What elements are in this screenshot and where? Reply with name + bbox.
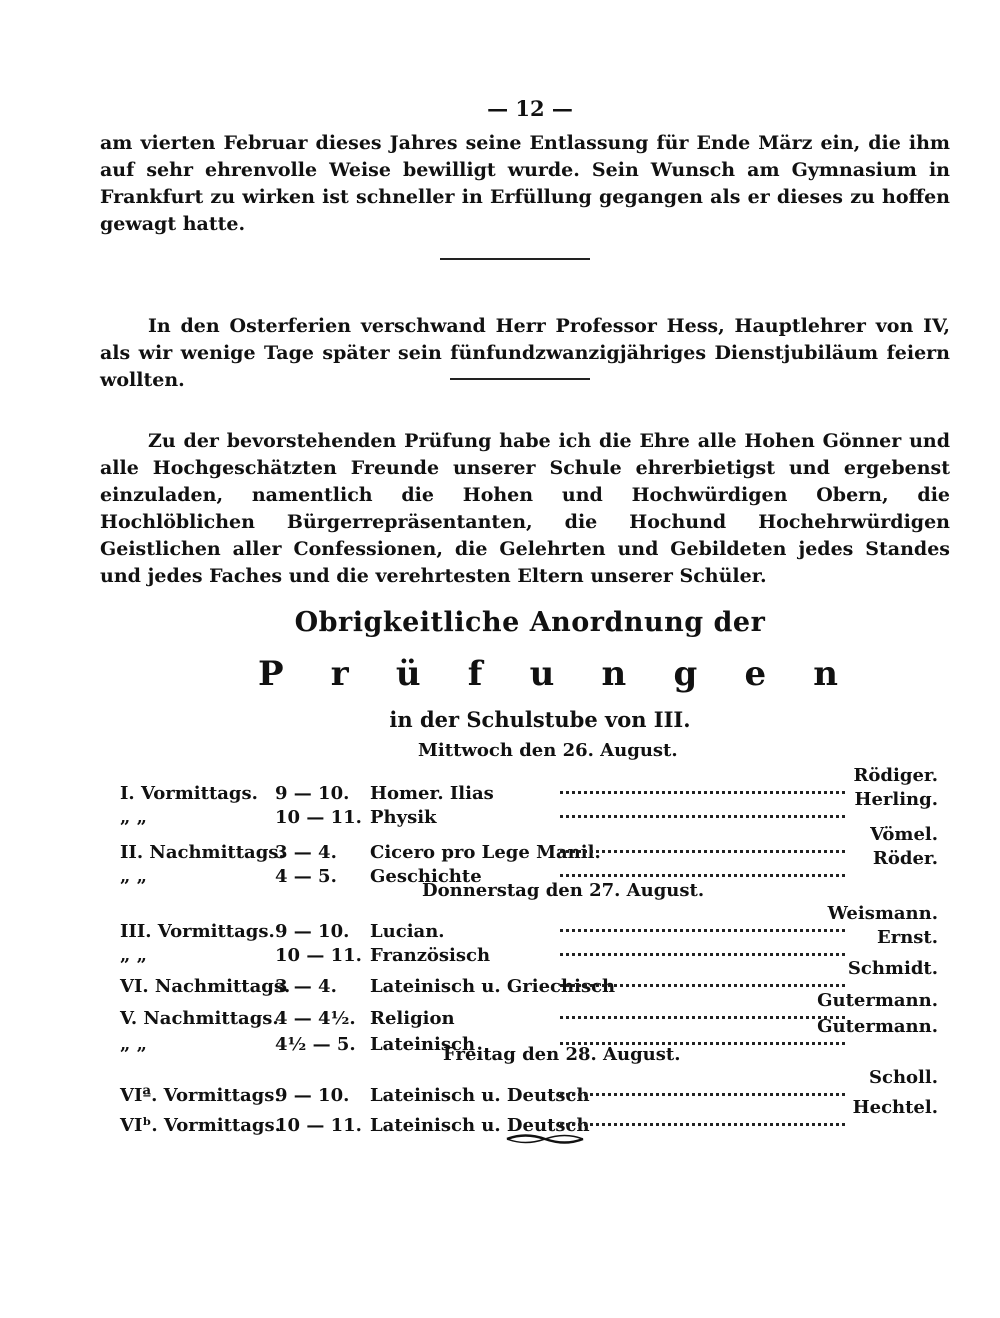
leader-dots [560, 929, 845, 932]
row-time: 4 — 5. [275, 866, 337, 887]
row-time: 9 — 10. [275, 921, 350, 942]
row-time: 9 — 10. [275, 1085, 350, 1106]
row-teacher: Gutermann. [817, 1016, 938, 1037]
day-heading: Freitag den 28. August. [443, 1044, 681, 1065]
row-time: 10 — 11. [275, 945, 362, 966]
schedule-row [120, 903, 950, 947]
row-label: V. Nachmittags. [120, 1008, 279, 1029]
spaced-letter: u [529, 654, 555, 694]
leader-dots [560, 850, 845, 853]
row-teacher: Ernst. [876, 927, 938, 948]
leader-dots [560, 1123, 845, 1126]
row-time: 9 — 10. [275, 783, 350, 804]
page-number: — 12 — [487, 96, 573, 121]
row-subject: Homer. Ilias [370, 783, 494, 804]
end-ornament [505, 1130, 585, 1148]
schedule-row [120, 765, 950, 809]
row-subject: Cicero pro Lege Manil. [370, 842, 601, 863]
leader-dots [560, 1016, 845, 1019]
row-teacher: Hechtel. [852, 1097, 938, 1118]
day-heading: Mittwoch den 26. August. [418, 740, 678, 761]
row-teacher: Herling. [854, 789, 938, 810]
row-subject: Lateinisch u. Deutsch [370, 1085, 590, 1106]
leader-dots [560, 791, 845, 794]
leader-dots [560, 984, 845, 987]
row-teacher: Gutermann. [817, 990, 938, 1011]
row-label: „ „ [120, 807, 147, 828]
spaced-letter: n [601, 654, 627, 694]
row-subject: Französisch [370, 945, 491, 966]
schedule-location: in der Schulstube von III. [389, 707, 691, 732]
row-teacher: Scholl. [869, 1067, 938, 1088]
row-label: II. Nachmittags. [120, 842, 285, 863]
row-label: VIª. Vormittags. [120, 1085, 281, 1106]
schedule-title: Obrigkeitliche Anordnung der [294, 607, 766, 638]
spaced-letter: f [467, 654, 483, 694]
row-subject: Physik [370, 807, 437, 828]
row-label: „ „ [120, 945, 147, 966]
row-subject: Lateinisch u. Griechisch [370, 976, 616, 997]
schedule-row [120, 1067, 950, 1111]
leader-dots [560, 815, 845, 818]
row-label: VI. Nachmittags. [120, 976, 291, 997]
paragraph-invitation-text: Zu der bevorstehenden Prüfung habe ich die Ehre alle Hohen Gönner und alle Hochgeschätzten Freunde unserer Schule ehrerbietigst und ergebenst einzuladen, namentlich die Hohen und Hochwürdigen Obern, die Hochlöblichen Bürgerrepräsentanten, die Hochund Hochehrwürdigen Geistlichen aller Confessionen, die Gelehrten und Gebildeten jedes Standes und jedes Faches und die verehrtesten Eltern unserer Schüler. [100, 430, 950, 587]
row-label: „ „ [120, 1034, 147, 1055]
paragraph-resignation [100, 130, 950, 238]
row-teacher: Vömel. [870, 824, 938, 845]
row-teacher: Weismann. [827, 903, 938, 924]
row-time: 3 — 4. [275, 976, 337, 997]
spaced-letter: ü [395, 654, 421, 694]
schedule-title-spaced [258, 654, 838, 694]
spaced-letter: r [330, 654, 349, 694]
row-subject: Lucian. [370, 921, 445, 942]
row-label: I. Vormittags. [120, 783, 258, 804]
paragraph-invitation [100, 428, 950, 590]
row-time: 10 — 11. [275, 807, 362, 828]
spaced-letter: e [744, 654, 767, 694]
row-label: „ „ [120, 866, 147, 887]
row-subject: Religion [370, 1008, 455, 1029]
leader-dots [560, 1093, 845, 1096]
spaced-letter: n [813, 654, 838, 694]
row-label: VIᵇ. Vormittags. [120, 1115, 281, 1136]
leader-dots [560, 874, 845, 877]
day-heading: Donnerstag den 27. August. [422, 880, 705, 901]
row-time: 4 — 4½. [275, 1008, 356, 1029]
spaced-letter: g [673, 654, 698, 694]
section-divider [450, 378, 590, 380]
row-teacher: Röder. [872, 848, 938, 869]
row-time: 10 — 11. [275, 1115, 362, 1136]
spaced-letter: P [258, 654, 284, 694]
section-divider [440, 258, 590, 260]
row-subject: Lateinisch u. Deutsch [370, 1115, 590, 1136]
row-time: 4½ — 5. [275, 1034, 356, 1055]
row-label: III. Vormittags. [120, 921, 275, 942]
row-subject: Geschichte [370, 866, 482, 887]
row-teacher: Schmidt. [847, 958, 938, 979]
leader-dots [560, 953, 845, 956]
row-subject: Lateinisch [370, 1034, 476, 1055]
row-time: 3 — 4. [275, 842, 337, 863]
row-teacher: Rödiger. [853, 765, 938, 786]
paragraph-hess-text: In den Osterferien verschwand Herr Professor Hess, Hauptlehrer von IV, als wir wenige Tage später sein fünfundzwanzigjähriges Dienstjubiläum feiern wollten. [100, 315, 950, 391]
paragraph-hess [100, 313, 950, 394]
schedule-row [120, 824, 950, 868]
paragraph-resignation-text: am vierten Februar dieses Jahres seine Entlassung für Ende März ein, die ihm auf sehr ehrenvolle Weise bewilligt wurde. Sein Wunsch am Gymnasium in Frankfurt zu wirken ist schneller in Erfüllung gegangen als er dieses zu hoffen gewagt hatte. [100, 132, 950, 235]
